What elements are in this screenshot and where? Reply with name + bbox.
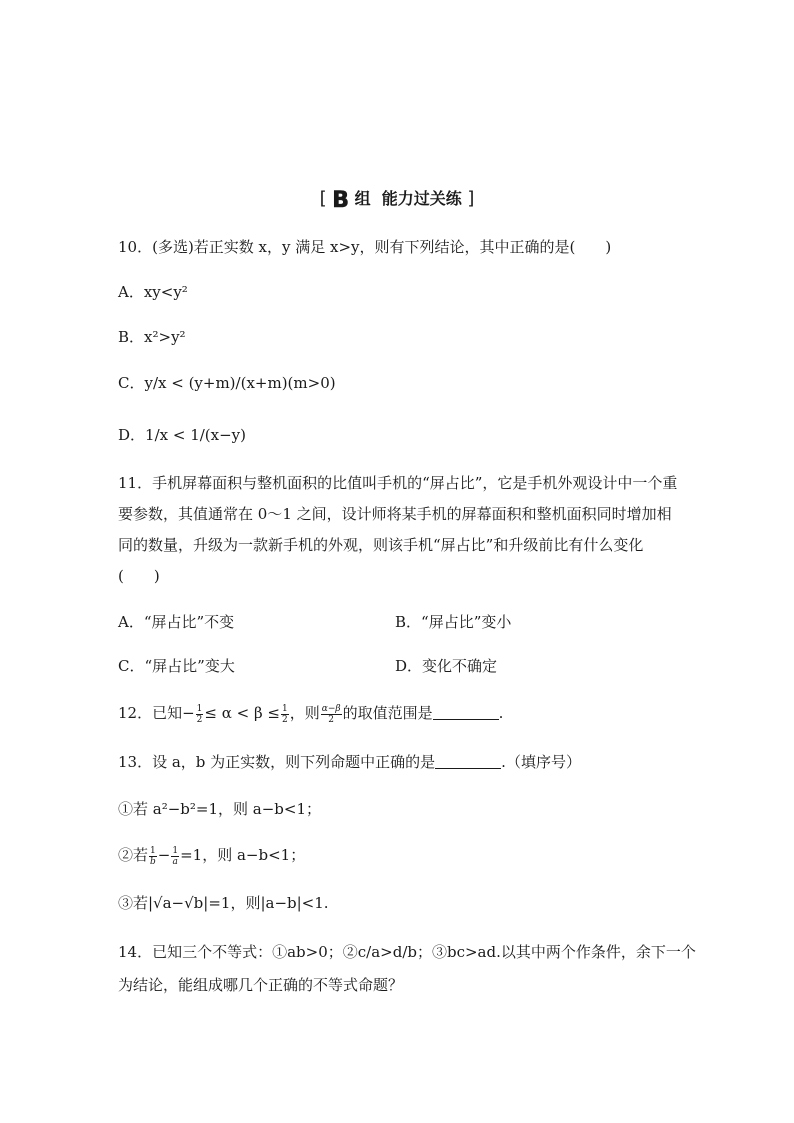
q12-suffix: 的取值范围是 [342, 704, 433, 722]
q10-option-c: C．y/x < (y+m)/(x+m)(m>0) [118, 374, 336, 392]
q12-line [118, 703, 503, 725]
q12-prefix: 12．已知− [118, 704, 195, 722]
fraction-one-over-b: $\frac{1}{b}$ [150, 845, 156, 867]
q10-option-a: A．xy<y² [118, 283, 188, 301]
q14-line-1: 14．已知三个不等式：①ab>0；②c/a>d/b；③bc>ad.以其中两个作条件，余下一个 [118, 943, 696, 961]
q13-p2-post: =1，则 a−b<1； [180, 846, 306, 864]
q10-option-d: D．1/x < 1/(x−y) [118, 426, 246, 444]
q10-stem: 10．(多选)若正实数 x，y 满足 x>y，则有下列结论，其中正确的是( ) [118, 238, 612, 256]
q13-line [118, 752, 581, 772]
q11-option-d: D．变化不确定 [395, 657, 498, 675]
q12-answer-blank [433, 705, 499, 720]
q14-line-2: 为结论，能组成哪几个正确的不等式命题？ [118, 976, 404, 994]
q13-proposition-3: ③若|√a−√b|=1，则|a−b|<1. [118, 894, 329, 912]
section-close-bracket: ] [467, 188, 475, 209]
q13-proposition-2: ②若 $\frac{1}{b}$ − $\frac{1}{a}$ =1，则 a−b<1； [118, 845, 306, 867]
fraction-alpha-beta: $\frac{\alpha-\beta}{2}$ [321, 703, 341, 725]
q11-option-b: B．“屏占比”变小 [395, 613, 512, 631]
q12-end: . [498, 704, 504, 722]
section-open-bracket: [ [319, 188, 327, 209]
q11-stem: 11．手机屏幕面积与整机面积的比值叫手机的“屏占比”，它是手机外观设计中一个重要参数，其值通常在 0～1 之间，设计师将某手机的屏幕面积和整机面积同时增加相同的数量，升级为一款新手机的外观，则该手机“屏占比”和升级前比有什么变化( ) [118, 474, 678, 585]
q13-stem-end: .（填序号） [501, 753, 581, 771]
section-badge: B [332, 188, 350, 213]
fraction-half-1: $\frac{1}{2}$ [196, 703, 203, 725]
section-title [0, 186, 794, 212]
q13-stem: 13．设 a，b 为正实数，则下列命题中正确的是 [118, 753, 436, 771]
q13-proposition-1: ①若 a²−b²=1，则 a−b<1； [118, 800, 322, 818]
q12-mid: ≤ α < β ≤ [204, 704, 280, 722]
q10-option-b: B．x²>y² [118, 328, 186, 346]
q13-p2-pre: ②若 [118, 846, 149, 864]
section-title-text: 组 能力过关练 [354, 189, 462, 208]
fraction-half-2: $\frac{1}{2}$ [281, 703, 288, 725]
q13-answer-blank [435, 754, 501, 769]
q11-option-c: C．“屏占比”变大 [118, 657, 235, 675]
fraction-one-over-a: $\frac{1}{a}$ [172, 845, 179, 867]
q12-then: ，则 [289, 704, 320, 722]
q11-option-a: A．“屏占比”不变 [118, 613, 235, 631]
